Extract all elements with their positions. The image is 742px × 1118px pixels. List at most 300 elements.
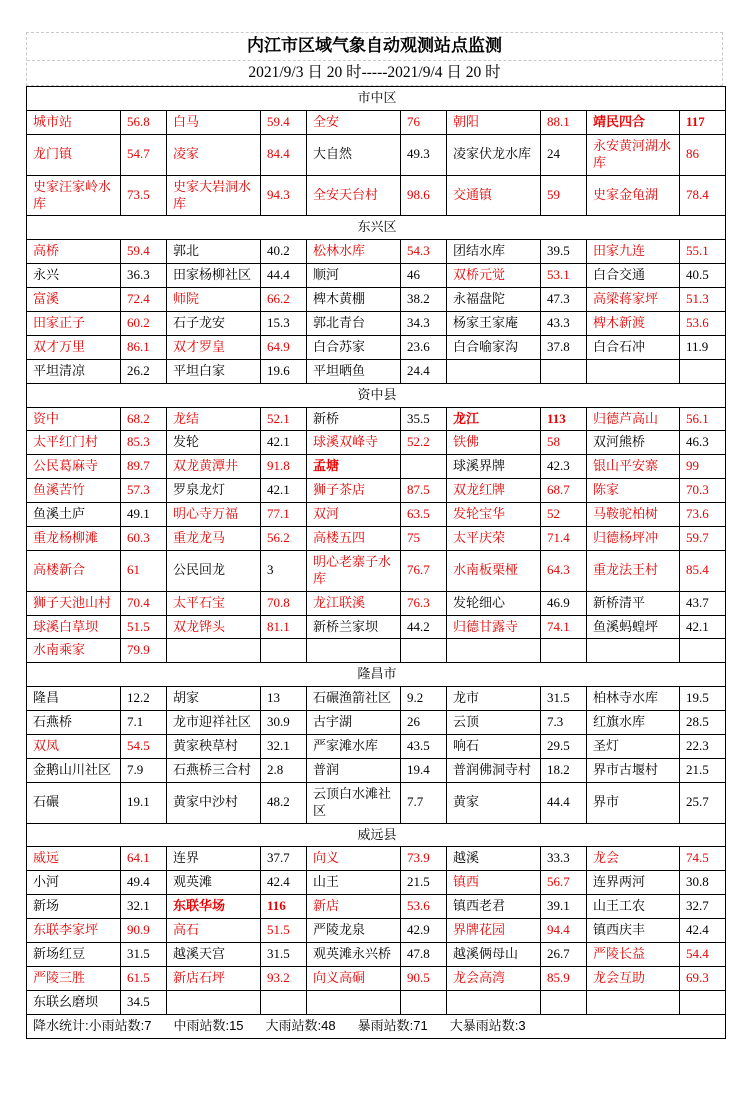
- station-value-cell: [401, 990, 447, 1014]
- station-value-cell: 64.1: [121, 847, 167, 871]
- station-value-cell: 85.3: [121, 431, 167, 455]
- station-value-cell: 99: [680, 455, 726, 479]
- station-name-cell: 白马: [167, 110, 261, 134]
- station-value-cell: 39.5: [541, 240, 587, 264]
- station-value-cell: 31.5: [541, 687, 587, 711]
- station-name-cell: 隆昌: [27, 687, 121, 711]
- station-value-cell: 73.5: [121, 175, 167, 216]
- station-value-cell: 24: [541, 134, 587, 175]
- station-value-cell: 74.1: [541, 615, 587, 639]
- station-name-cell: 龙结: [167, 407, 261, 431]
- station-value-cell: 61: [121, 550, 167, 591]
- station-value-cell: 73.6: [680, 503, 726, 527]
- station-value-cell: 3: [261, 550, 307, 591]
- station-name-cell: [307, 639, 401, 663]
- station-value-cell: 47.3: [541, 288, 587, 312]
- station-value-cell: 2.8: [261, 758, 307, 782]
- station-row: [27, 110, 726, 134]
- station-value-cell: 86: [680, 134, 726, 175]
- station-value-cell: 26: [401, 711, 447, 735]
- station-name-cell: 永兴: [27, 264, 121, 288]
- station-value-cell: 49.3: [401, 134, 447, 175]
- station-name-cell: [587, 359, 680, 383]
- station-value-cell: 85.9: [541, 966, 587, 990]
- station-value-cell: 70.8: [261, 591, 307, 615]
- station-name-cell: 东联华场: [167, 895, 261, 919]
- station-value-cell: [680, 359, 726, 383]
- station-value-cell: 30.9: [261, 711, 307, 735]
- station-name-cell: 球溪双峰寺: [307, 431, 401, 455]
- station-value-cell: 76: [401, 110, 447, 134]
- station-value-cell: 55.1: [680, 240, 726, 264]
- station-name-cell: 靖民四合: [587, 110, 680, 134]
- station-name-cell: 平坦白家: [167, 359, 261, 383]
- station-value-cell: 49.4: [121, 871, 167, 895]
- station-name-cell: 柏林寺水库: [587, 687, 680, 711]
- station-name-cell: 松林水库: [307, 240, 401, 264]
- station-value-cell: 31.5: [261, 943, 307, 967]
- station-name-cell: 新桥清平: [587, 591, 680, 615]
- station-name-cell: 严陵龙泉: [307, 919, 401, 943]
- station-name-cell: 高梁蒋家坪: [587, 288, 680, 312]
- station-value-cell: 24.4: [401, 359, 447, 383]
- station-name-cell: 朝阳: [447, 110, 541, 134]
- station-value-cell: 15.3: [261, 311, 307, 335]
- station-name-cell: 狮子天池山村: [27, 591, 121, 615]
- station-name-cell: 发轮: [167, 431, 261, 455]
- station-row: [27, 990, 726, 1014]
- station-value-cell: 69.3: [680, 966, 726, 990]
- station-name-cell: 白合喻家沟: [447, 335, 541, 359]
- section-header-row: [27, 383, 726, 407]
- station-value-cell: 75: [401, 527, 447, 551]
- station-value-cell: 116: [261, 895, 307, 919]
- title-block: [26, 32, 723, 86]
- station-value-cell: 52.2: [401, 431, 447, 455]
- station-name-cell: 双河: [307, 503, 401, 527]
- station-row: [27, 240, 726, 264]
- station-name-cell: 向义: [307, 847, 401, 871]
- station-name-cell: 龙门镇: [27, 134, 121, 175]
- station-name-cell: 团结水库: [447, 240, 541, 264]
- station-name-cell: 观英滩永兴桥: [307, 943, 401, 967]
- station-name-cell: 明心寺万福: [167, 503, 261, 527]
- station-name-cell: [167, 990, 261, 1014]
- station-value-cell: 7.3: [541, 711, 587, 735]
- station-row: [27, 264, 726, 288]
- station-name-cell: 永福盘陀: [447, 288, 541, 312]
- station-value-cell: 30.8: [680, 871, 726, 895]
- station-name-cell: 龙市迎祥社区: [167, 711, 261, 735]
- station-value-cell: 66.2: [261, 288, 307, 312]
- station-value-cell: 49.1: [121, 503, 167, 527]
- station-name-cell: 狮子茶店: [307, 479, 401, 503]
- station-name-cell: 越溪: [447, 847, 541, 871]
- station-value-cell: 91.8: [261, 455, 307, 479]
- station-value-cell: 64.9: [261, 335, 307, 359]
- section-title: 资中县: [27, 383, 726, 407]
- station-name-cell: 严陵长益: [587, 943, 680, 967]
- station-name-cell: 古宇湖: [307, 711, 401, 735]
- station-row: [27, 687, 726, 711]
- station-name-cell: 双凤: [27, 735, 121, 759]
- station-name-cell: 云顶白水滩社区: [307, 782, 401, 823]
- station-name-cell: 太平红门村: [27, 431, 121, 455]
- station-value-cell: 77.1: [261, 503, 307, 527]
- station-value-cell: 70.4: [121, 591, 167, 615]
- station-name-cell: 石碾: [27, 782, 121, 823]
- station-name-cell: 新店: [307, 895, 401, 919]
- station-name-cell: 向义高硐: [307, 966, 401, 990]
- summary-stat: 暴雨站数:71: [357, 1017, 428, 1033]
- station-name-cell: 发轮宝华: [447, 503, 541, 527]
- station-value-cell: 19.4: [401, 758, 447, 782]
- station-value-cell: 46.9: [541, 591, 587, 615]
- station-name-cell: 太平庆荣: [447, 527, 541, 551]
- station-value-cell: 36.3: [121, 264, 167, 288]
- section-header-row: [27, 663, 726, 687]
- station-value-cell: 9.2: [401, 687, 447, 711]
- station-name-cell: 东联李家坪: [27, 919, 121, 943]
- station-value-cell: 42.9: [401, 919, 447, 943]
- station-value-cell: 21.5: [680, 758, 726, 782]
- station-value-cell: 68.2: [121, 407, 167, 431]
- station-name-cell: 发轮细心: [447, 591, 541, 615]
- station-value-cell: 42.3: [541, 455, 587, 479]
- station-name-cell: 椑木新渡: [587, 311, 680, 335]
- station-name-cell: 双才万里: [27, 335, 121, 359]
- station-name-cell: 越溪天宫: [167, 943, 261, 967]
- station-value-cell: 94.4: [541, 919, 587, 943]
- station-value-cell: 89.7: [121, 455, 167, 479]
- station-value-cell: 19.1: [121, 782, 167, 823]
- station-value-cell: 56.2: [261, 527, 307, 551]
- station-name-cell: 双龙铧头: [167, 615, 261, 639]
- station-name-cell: 全安天台村: [307, 175, 401, 216]
- station-row: [27, 175, 726, 216]
- station-value-cell: 34.3: [401, 311, 447, 335]
- station-value-cell: 87.5: [401, 479, 447, 503]
- station-row: [27, 782, 726, 823]
- station-value-cell: 79.9: [121, 639, 167, 663]
- station-name-cell: 红旗水库: [587, 711, 680, 735]
- station-value-cell: [401, 455, 447, 479]
- station-name-cell: 石燕桥三合村: [167, 758, 261, 782]
- station-name-cell: 新场: [27, 895, 121, 919]
- station-name-cell: 银山平安寨: [587, 455, 680, 479]
- station-value-cell: 68.7: [541, 479, 587, 503]
- station-row: [27, 503, 726, 527]
- station-name-cell: 龙会高湾: [447, 966, 541, 990]
- station-name-cell: 公民葛麻寺: [27, 455, 121, 479]
- section-title: 东兴区: [27, 216, 726, 240]
- station-name-cell: 高石: [167, 919, 261, 943]
- station-value-cell: 32.1: [121, 895, 167, 919]
- summary-stat: 中雨站数:15: [173, 1017, 244, 1033]
- station-name-cell: 新桥: [307, 407, 401, 431]
- station-value-cell: [541, 639, 587, 663]
- station-name-cell: 郭北: [167, 240, 261, 264]
- station-name-cell: 师院: [167, 288, 261, 312]
- station-value-cell: [541, 359, 587, 383]
- station-value-cell: 7.9: [121, 758, 167, 782]
- station-row: [27, 288, 726, 312]
- station-name-cell: 田家杨柳社区: [167, 264, 261, 288]
- station-row: [27, 455, 726, 479]
- station-name-cell: 双龙红牌: [447, 479, 541, 503]
- station-value-cell: [261, 639, 307, 663]
- precipitation-summary-row: [27, 1014, 726, 1038]
- station-name-cell: 双龙黄潭井: [167, 455, 261, 479]
- station-row: [27, 895, 726, 919]
- station-name-cell: 归德甘露寺: [447, 615, 541, 639]
- station-name-cell: 高桥: [27, 240, 121, 264]
- station-value-cell: 34.5: [121, 990, 167, 1014]
- station-value-cell: 7.7: [401, 782, 447, 823]
- station-value-cell: [541, 990, 587, 1014]
- station-value-cell: 18.2: [541, 758, 587, 782]
- station-row: [27, 431, 726, 455]
- station-value-cell: 56.1: [680, 407, 726, 431]
- station-value-cell: [680, 990, 726, 1014]
- station-value-cell: 63.5: [401, 503, 447, 527]
- station-value-cell: 53.1: [541, 264, 587, 288]
- page-title: 内江市区域气象自动观测站点监测: [27, 33, 722, 61]
- station-value-cell: 22.3: [680, 735, 726, 759]
- station-value-cell: 40.5: [680, 264, 726, 288]
- station-name-cell: [447, 359, 541, 383]
- station-value-cell: 38.2: [401, 288, 447, 312]
- station-value-cell: 52: [541, 503, 587, 527]
- station-name-cell: 胡家: [167, 687, 261, 711]
- station-row: [27, 479, 726, 503]
- station-value-cell: 26.7: [541, 943, 587, 967]
- station-value-cell: [261, 990, 307, 1014]
- station-name-cell: 城市站: [27, 110, 121, 134]
- station-name-cell: 龙江: [447, 407, 541, 431]
- station-name-cell: 富溪: [27, 288, 121, 312]
- station-name-cell: 双桥元觉: [447, 264, 541, 288]
- station-name-cell: [447, 639, 541, 663]
- station-name-cell: 凌家: [167, 134, 261, 175]
- station-value-cell: 42.1: [680, 615, 726, 639]
- station-value-cell: 76.7: [401, 550, 447, 591]
- station-name-cell: 高楼新合: [27, 550, 121, 591]
- precipitation-summary: [27, 1014, 726, 1038]
- station-value-cell: 70.3: [680, 479, 726, 503]
- station-value-cell: 113: [541, 407, 587, 431]
- stations-table-body: [27, 87, 726, 1039]
- station-value-cell: 42.4: [680, 919, 726, 943]
- station-value-cell: 44.4: [541, 782, 587, 823]
- station-name-cell: [307, 990, 401, 1014]
- station-name-cell: 圣灯: [587, 735, 680, 759]
- station-name-cell: 全安: [307, 110, 401, 134]
- station-value-cell: 37.7: [261, 847, 307, 871]
- station-value-cell: [680, 639, 726, 663]
- station-name-cell: 石燕桥: [27, 711, 121, 735]
- station-name-cell: 石子龙安: [167, 311, 261, 335]
- station-name-cell: 白合交通: [587, 264, 680, 288]
- section-header-row: [27, 216, 726, 240]
- station-name-cell: 山王工农: [587, 895, 680, 919]
- section-title: 威远县: [27, 823, 726, 847]
- station-value-cell: 93.2: [261, 966, 307, 990]
- station-row: [27, 527, 726, 551]
- station-name-cell: [587, 990, 680, 1014]
- station-name-cell: 马鞍驼柏树: [587, 503, 680, 527]
- station-value-cell: 54.5: [121, 735, 167, 759]
- station-value-cell: 13: [261, 687, 307, 711]
- station-value-cell: 54.7: [121, 134, 167, 175]
- station-value-cell: 32.1: [261, 735, 307, 759]
- summary-stat: 降水统计:小雨站数:7: [33, 1017, 152, 1033]
- station-name-cell: 鱼溪苦竹: [27, 479, 121, 503]
- station-name-cell: 史家金龟湖: [587, 175, 680, 216]
- summary-stat: 大雨站数:48: [265, 1017, 336, 1033]
- stations-table: [26, 86, 726, 1039]
- station-row: [27, 550, 726, 591]
- station-name-cell: 杨家王家庵: [447, 311, 541, 335]
- station-name-cell: 界牌花园: [447, 919, 541, 943]
- station-value-cell: 40.2: [261, 240, 307, 264]
- station-row: [27, 359, 726, 383]
- station-value-cell: 26.2: [121, 359, 167, 383]
- station-name-cell: 球溪白草坝: [27, 615, 121, 639]
- station-value-cell: 43.7: [680, 591, 726, 615]
- station-value-cell: 31.5: [121, 943, 167, 967]
- station-name-cell: 鱼溪土庐: [27, 503, 121, 527]
- station-value-cell: 64.3: [541, 550, 587, 591]
- station-value-cell: 43.5: [401, 735, 447, 759]
- station-value-cell: 71.4: [541, 527, 587, 551]
- station-value-cell: 58: [541, 431, 587, 455]
- station-name-cell: 双才罗皇: [167, 335, 261, 359]
- station-value-cell: 98.6: [401, 175, 447, 216]
- station-row: [27, 966, 726, 990]
- station-row: [27, 591, 726, 615]
- station-name-cell: 永安黄河湖水库: [587, 134, 680, 175]
- station-name-cell: 黄家秧草村: [167, 735, 261, 759]
- station-name-cell: 重龙龙马: [167, 527, 261, 551]
- station-name-cell: 石碾渔箭社区: [307, 687, 401, 711]
- station-value-cell: 51.5: [261, 919, 307, 943]
- station-value-cell: 59.4: [261, 110, 307, 134]
- station-name-cell: 大自然: [307, 134, 401, 175]
- station-name-cell: 响石: [447, 735, 541, 759]
- station-value-cell: 81.1: [261, 615, 307, 639]
- station-value-cell: 46: [401, 264, 447, 288]
- station-value-cell: 43.3: [541, 311, 587, 335]
- station-name-cell: 公民回龙: [167, 550, 261, 591]
- station-value-cell: 85.4: [680, 550, 726, 591]
- station-name-cell: 资中: [27, 407, 121, 431]
- station-value-cell: [401, 639, 447, 663]
- station-value-cell: 44.2: [401, 615, 447, 639]
- station-value-cell: 37.8: [541, 335, 587, 359]
- station-name-cell: 孟塘: [307, 455, 401, 479]
- station-value-cell: 52.1: [261, 407, 307, 431]
- station-name-cell: 铁佛: [447, 431, 541, 455]
- station-name-cell: 重龙杨柳滩: [27, 527, 121, 551]
- station-row: [27, 735, 726, 759]
- station-value-cell: 19.6: [261, 359, 307, 383]
- station-name-cell: 东联幺磨坝: [27, 990, 121, 1014]
- station-name-cell: 田家正子: [27, 311, 121, 335]
- station-name-cell: 高楼五四: [307, 527, 401, 551]
- station-value-cell: 61.5: [121, 966, 167, 990]
- station-name-cell: 新场红豆: [27, 943, 121, 967]
- station-name-cell: 连界: [167, 847, 261, 871]
- station-value-cell: 42.4: [261, 871, 307, 895]
- station-name-cell: 镇西老君: [447, 895, 541, 919]
- station-value-cell: 11.9: [680, 335, 726, 359]
- station-value-cell: 53.6: [401, 895, 447, 919]
- station-name-cell: 严陵三胜: [27, 966, 121, 990]
- station-name-cell: 水南板栗桠: [447, 550, 541, 591]
- station-value-cell: 117: [680, 110, 726, 134]
- station-value-cell: 54.4: [680, 943, 726, 967]
- station-name-cell: 龙江联溪: [307, 591, 401, 615]
- station-value-cell: 28.5: [680, 711, 726, 735]
- station-value-cell: 39.1: [541, 895, 587, 919]
- station-value-cell: 76.3: [401, 591, 447, 615]
- station-value-cell: 29.5: [541, 735, 587, 759]
- station-value-cell: 88.1: [541, 110, 587, 134]
- station-value-cell: 42.1: [261, 479, 307, 503]
- station-value-cell: 74.5: [680, 847, 726, 871]
- station-name-cell: 椑木黄棚: [307, 288, 401, 312]
- station-name-cell: 小河: [27, 871, 121, 895]
- station-value-cell: 53.6: [680, 311, 726, 335]
- station-row: [27, 919, 726, 943]
- station-name-cell: 黄家中沙村: [167, 782, 261, 823]
- station-value-cell: 32.7: [680, 895, 726, 919]
- station-name-cell: 白合苏家: [307, 335, 401, 359]
- station-value-cell: 48.2: [261, 782, 307, 823]
- station-value-cell: 59.4: [121, 240, 167, 264]
- station-name-cell: 陈家: [587, 479, 680, 503]
- station-row: [27, 871, 726, 895]
- station-value-cell: 21.5: [401, 871, 447, 895]
- station-name-cell: 界市古堰村: [587, 758, 680, 782]
- station-name-cell: 金鹅山川社区: [27, 758, 121, 782]
- station-value-cell: 56.8: [121, 110, 167, 134]
- station-value-cell: 47.8: [401, 943, 447, 967]
- section-title: 隆昌市: [27, 663, 726, 687]
- station-name-cell: 龙会: [587, 847, 680, 871]
- station-value-cell: 42.1: [261, 431, 307, 455]
- station-row: [27, 615, 726, 639]
- station-value-cell: 86.1: [121, 335, 167, 359]
- station-name-cell: 平坦清凉: [27, 359, 121, 383]
- station-value-cell: 94.3: [261, 175, 307, 216]
- station-name-cell: [167, 639, 261, 663]
- station-row: [27, 311, 726, 335]
- station-row: [27, 711, 726, 735]
- station-name-cell: 史家大岩洞水库: [167, 175, 261, 216]
- station-value-cell: 78.4: [680, 175, 726, 216]
- station-value-cell: 84.4: [261, 134, 307, 175]
- station-value-cell: 51.5: [121, 615, 167, 639]
- station-value-cell: 46.3: [680, 431, 726, 455]
- station-name-cell: 重龙法王村: [587, 550, 680, 591]
- station-name-cell: 归德杨坪冲: [587, 527, 680, 551]
- station-value-cell: 35.5: [401, 407, 447, 431]
- station-name-cell: 越溪俩母山: [447, 943, 541, 967]
- page-subtitle: 2021/9/3 日 20 时-----2021/9/4 日 20 时: [248, 63, 501, 81]
- station-name-cell: 郭北青台: [307, 311, 401, 335]
